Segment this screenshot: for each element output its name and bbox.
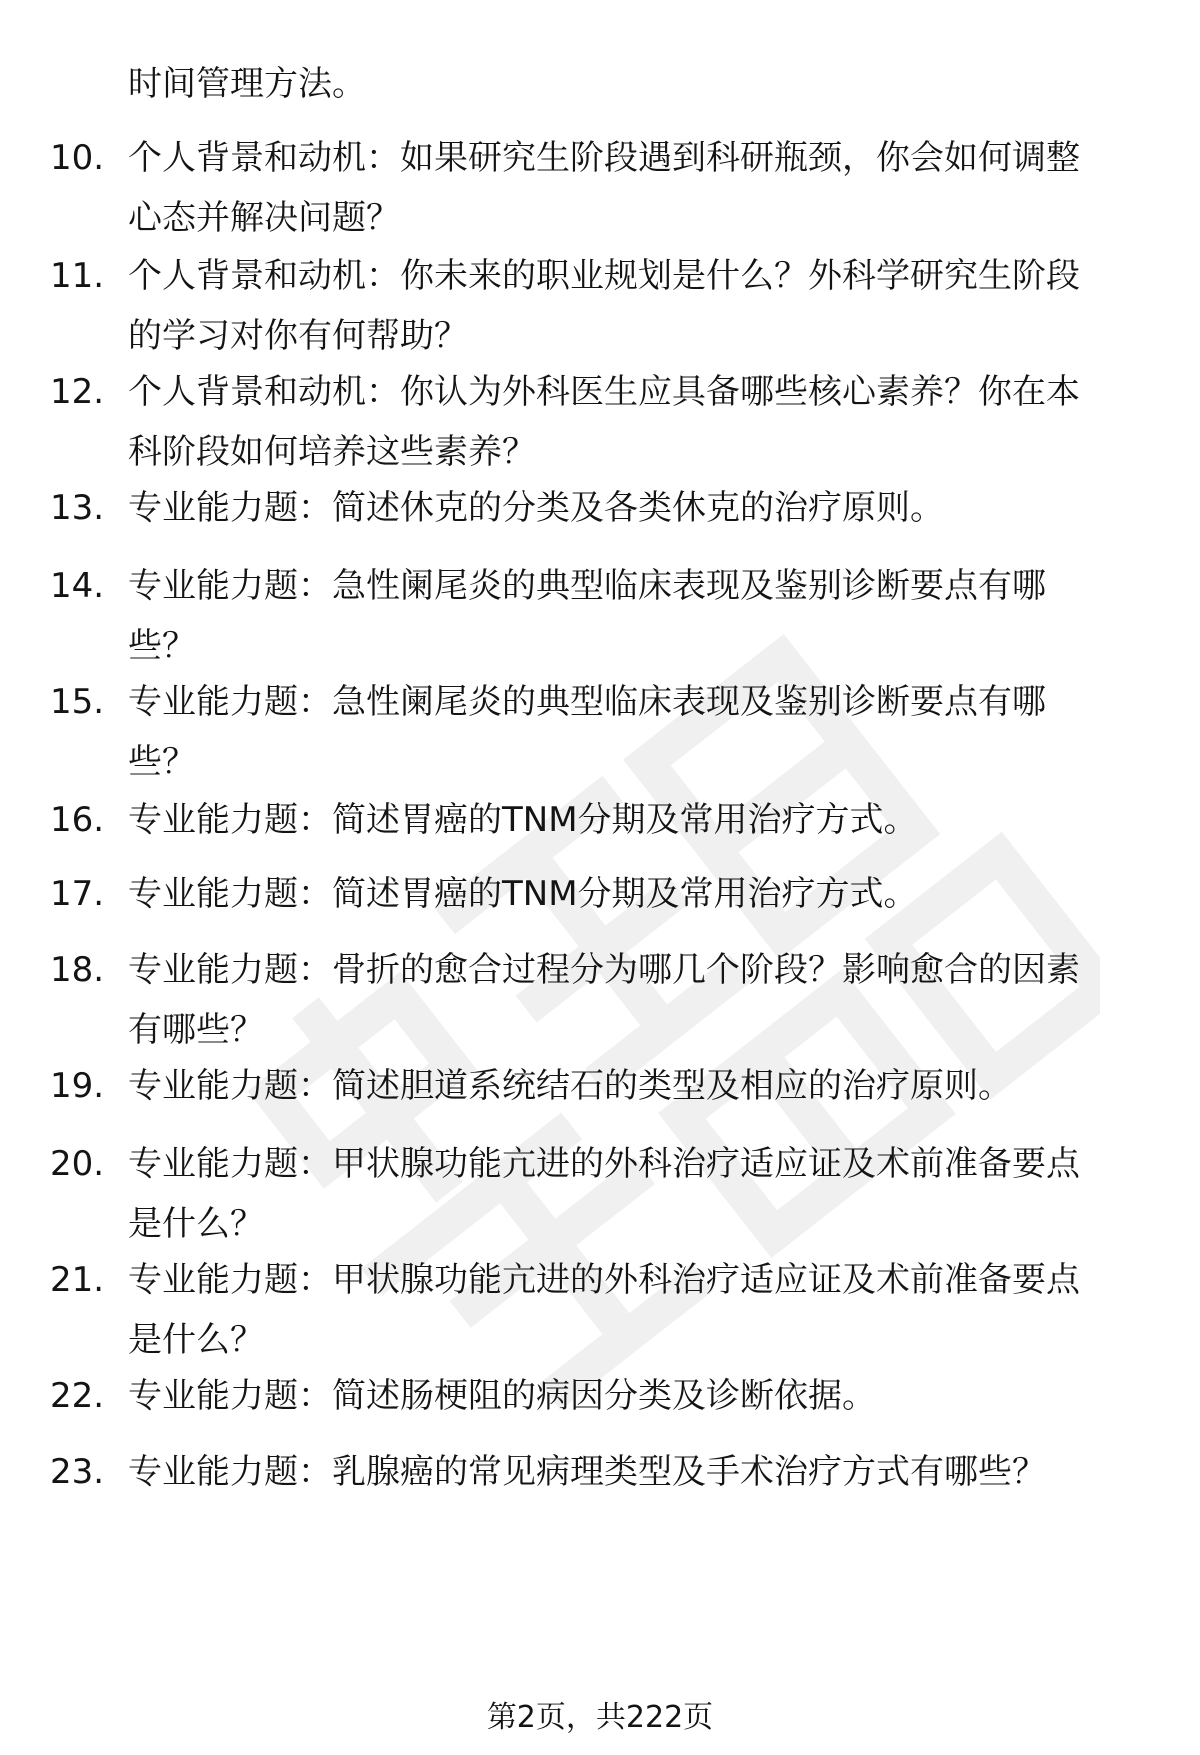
item-text: 专业能力题：急性阑尾炎的典型临床表现及鉴别诊断要点有哪 些？	[128, 682, 1046, 782]
item-number: 21.	[50, 1260, 105, 1300]
item-number: 22.	[50, 1376, 105, 1416]
item-number: 13.	[50, 488, 105, 528]
item-text: 专业能力题：乳腺癌的常见病理类型及手术治疗方式有哪些？	[128, 1452, 1046, 1492]
item-text: 个人背景和动机：你未来的职业规划是什么？外科学研究生阶段 的学习对你有何帮助？	[128, 256, 1080, 356]
item-number: 11.	[50, 256, 105, 296]
item-number: 16.	[50, 800, 105, 840]
item-text: 专业能力题：骨折的愈合过程分为哪几个阶段？影响愈合的因素 有哪些？	[128, 950, 1080, 1050]
item-text: 专业能力题：甲状腺功能亢进的外科治疗适应证及术前准备要点 是什么？	[128, 1144, 1080, 1244]
item-number: 19.	[50, 1066, 105, 1106]
item-number: 12.	[50, 372, 105, 412]
item-number: 20.	[50, 1144, 105, 1184]
item-number: 10.	[50, 138, 105, 178]
item-text: 个人背景和动机：如果研究生阶段遇到科研瓶颈，你会如何调整 心态并解决问题？	[128, 138, 1080, 238]
item-text: 专业能力题：急性阑尾炎的典型临床表现及鉴别诊断要点有哪 些？	[128, 566, 1046, 666]
item-number: 18.	[50, 950, 105, 990]
item-number: 14.	[50, 566, 105, 606]
continuation-text: 时间管理方法。	[128, 64, 366, 104]
page-footer: 第2页，共222页	[486, 1700, 714, 1735]
item-text: 专业能力题：简述休克的分类及各类休克的治疗原则。	[128, 488, 944, 528]
item-number: 23.	[50, 1452, 105, 1492]
item-number: 15.	[50, 682, 105, 722]
item-text: 个人背景和动机：你认为外科医生应具备哪些核心素养？你在本 科阶段如何培养这些素养？	[128, 372, 1080, 472]
item-text: 专业能力题：简述胃癌的TNM分期及常用治疗方式。	[128, 874, 918, 914]
item-text: 专业能力题：甲状腺功能亢进的外科治疗适应证及术前准备要点 是什么？	[128, 1260, 1080, 1360]
item-text: 专业能力题：简述胆道系统结石的类型及相应的治疗原则。	[128, 1066, 1012, 1106]
item-text: 专业能力题：简述肠梗阻的病因分类及诊断依据。	[128, 1376, 876, 1416]
item-number: 17.	[50, 874, 105, 914]
item-text: 专业能力题：简述胃癌的TNM分期及常用治疗方式。	[128, 800, 918, 840]
